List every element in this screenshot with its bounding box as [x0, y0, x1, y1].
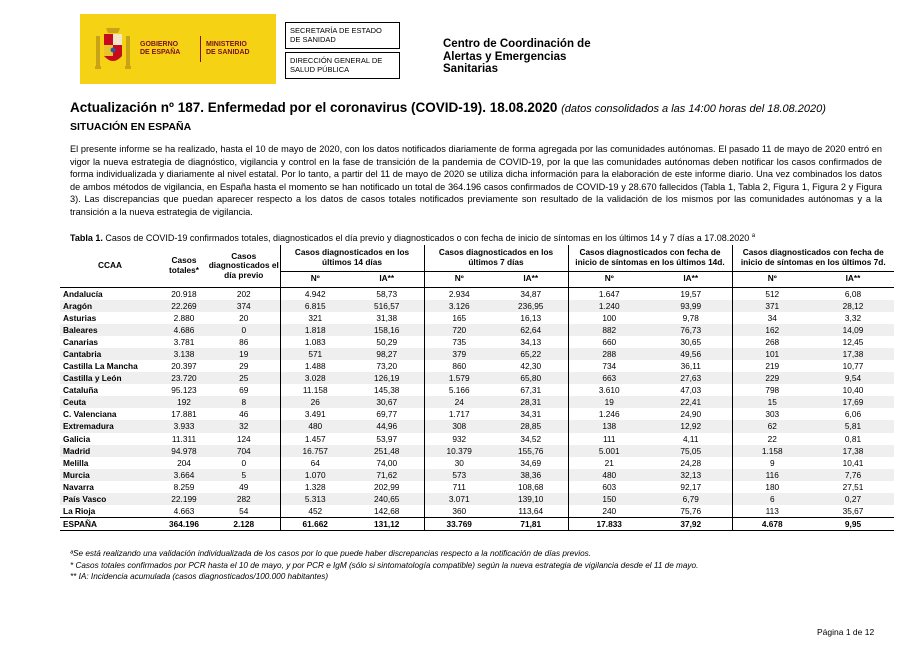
table-cell: 49,56 [650, 348, 732, 360]
table-cell: 162 [732, 324, 812, 336]
table-cell: 1.070 [280, 469, 350, 481]
table-caption [70, 233, 882, 243]
table-cell: 108,68 [518, 481, 544, 492]
table-cell: 711 [424, 481, 494, 493]
table-cell: 101 [732, 348, 812, 360]
table-cell: 0 [208, 324, 280, 336]
table-row [60, 372, 894, 384]
table-row [60, 336, 894, 348]
table-cell: 11.311 [171, 433, 197, 444]
title-main: Actualización nº 187. Enfermedad por el coronavirus (COVID-19). 18.08.2020 [70, 100, 558, 115]
secretariat-line-1: SECRETARÍA DE ESTADO [290, 26, 382, 35]
header-ccaa: CCAA [60, 245, 160, 287]
title-subtitle: (datos consolidados a las 14:00 horas del 18.08.2020) [561, 103, 826, 115]
table-cell: 512 [732, 287, 812, 300]
table-cell: 20.397 [171, 361, 197, 372]
centre-name [443, 38, 623, 76]
table-cell: 16.757 [280, 445, 350, 457]
table-row [60, 469, 894, 481]
table-cell: 34 [732, 312, 812, 324]
table-cell: 308 [424, 420, 494, 432]
table-cell: 6,79 [650, 493, 732, 505]
table-cell: 720 [424, 324, 494, 336]
table-cell: 93,99 [650, 300, 732, 312]
note-3: ** IA: Incidencia acumulada (casos diagnosticados/100.000 habitantes) [70, 572, 329, 581]
table-cell: 17.881 [171, 409, 197, 420]
note-2: * Casos totales confirmados por PCR hasta el 10 de mayo, y por PCR e IgM (sólo si sintomatología compatible) según la nueva estrategia de vigilancia desde el 11 de mayo. [70, 560, 699, 570]
table-cell: 34,87 [520, 288, 542, 299]
table-cell: 9,54 [812, 372, 894, 384]
table-cell: 22,41 [650, 396, 732, 408]
table-cell: 6 [732, 493, 812, 505]
table-cell: 111 [568, 433, 650, 445]
region-name-cell: Melilla [63, 457, 89, 468]
table-cell: 735 [424, 336, 494, 348]
table-cell: 5.166 [424, 384, 494, 396]
header-ia: IA** [350, 271, 424, 287]
table-cell: 24,28 [680, 457, 702, 468]
table-body [60, 287, 894, 518]
table-cell: 11.158 [280, 384, 350, 396]
table-caption-label: Tabla 1. [70, 233, 103, 243]
secretariat-box [285, 22, 400, 49]
table-cell: 3.028 [280, 372, 350, 384]
table-cell: 74,00 [376, 457, 398, 468]
ministry-label [206, 41, 250, 57]
region-name-cell: Castilla La Mancha [63, 361, 138, 372]
table-cell: 1.579 [424, 372, 494, 384]
table-cell: 24 [424, 396, 494, 408]
header-diag-14: Casos diagnosticados en los últimos 14 días [280, 245, 424, 271]
table-cell: 27,51 [842, 481, 864, 492]
table-cell: 26 [280, 396, 350, 408]
table-cell: 73,20 [376, 361, 398, 372]
table-cell: 240,65 [350, 493, 424, 505]
table-cell: 1.328 [280, 481, 350, 493]
table-cell: 480 [280, 420, 350, 432]
header-n: Nº [424, 271, 494, 287]
government-logo-block [80, 14, 276, 84]
header-ia: IA** [494, 271, 568, 287]
table-cell: 15 [732, 396, 812, 408]
header-diag-7: Casos diagnosticados en los últimos 7 días [424, 245, 568, 271]
table-cell: 10,77 [842, 361, 864, 372]
table-cell: 860 [424, 360, 494, 372]
table-cell: 58,73 [376, 288, 398, 299]
table-row [60, 348, 894, 360]
total-cell: 71,81 [494, 518, 568, 531]
table-cell: 660 [568, 336, 650, 348]
table-cell: 288 [568, 348, 650, 360]
region-name-cell: Cantabria [60, 348, 160, 360]
coat-of-arms-icon [94, 26, 132, 72]
section-heading: SITUACIÓN EN ESPAÑA [70, 121, 192, 133]
table-cell: 3,32 [844, 312, 862, 323]
table-row [60, 384, 894, 396]
centre-line-1: Centro de Coordinación de [443, 38, 591, 50]
table-cell: 165 [424, 312, 494, 324]
gov-line-2: DE ESPAÑA [140, 49, 181, 56]
table-cell: 704 [208, 445, 280, 457]
region-name-cell: Galicia [63, 433, 91, 444]
table-cell: 480 [568, 469, 650, 481]
table-cell: 1.818 [280, 324, 350, 336]
table-cell: 65,80 [494, 372, 568, 384]
table-row [60, 300, 894, 312]
table-cell: 75,05 [650, 445, 732, 457]
table-cell: 142,68 [374, 506, 400, 517]
table-cell: 62,64 [494, 324, 568, 336]
region-name-cell: Ceuta [60, 396, 160, 408]
table-cell: 3.491 [280, 408, 350, 420]
table-row [60, 287, 894, 300]
table-cell: 0,81 [844, 433, 862, 444]
table-cell: 516,57 [350, 300, 424, 312]
table-cell: 54 [239, 506, 249, 517]
table-cell: 31,38 [376, 312, 398, 323]
ministry-line-1: MINISTERIO [206, 41, 247, 48]
header-sint-14: Casos diagnosticados con fecha de inicio de síntomas en los últimos 14d. [568, 245, 732, 271]
table-cell: 145,38 [374, 385, 400, 396]
table-cell: 30,65 [680, 336, 702, 347]
table-cell: 155,76 [494, 445, 568, 457]
region-name-cell: Extremadura [60, 420, 160, 432]
table-cell: 100 [568, 312, 650, 324]
table-cell: 5,81 [812, 420, 894, 432]
table-cell: 6,06 [844, 409, 862, 420]
total-cell: 33.769 [424, 518, 494, 531]
table-cell: 3.664 [160, 469, 208, 481]
table-cell: 603 [568, 481, 650, 493]
table-cell: 1.083 [280, 336, 350, 348]
table-cell: 1.246 [568, 408, 650, 420]
table-cell: 69 [239, 385, 249, 396]
table-cell: 663 [568, 372, 650, 384]
header-n: Nº [280, 271, 350, 287]
table-cell: 4.663 [173, 506, 195, 517]
table-cell: 158,16 [350, 324, 424, 336]
centre-line-2: Alertas y Emergencias [443, 50, 567, 63]
table-cell: 28,85 [494, 420, 568, 432]
table-cell: 116 [732, 469, 812, 481]
gov-line-1: GOBIERNO [140, 41, 179, 48]
table-cell: 303 [732, 408, 812, 420]
table-cell: 10.379 [424, 445, 494, 457]
table-cell: 53,97 [376, 433, 398, 444]
table-cell: 65,22 [494, 348, 568, 360]
region-name-cell: Asturias [63, 312, 97, 323]
table-cell: 67,31 [520, 385, 542, 396]
region-name-cell: Navarra [63, 481, 94, 492]
header-casos-totales: Casos totales* [160, 245, 208, 287]
table-cell: 5.313 [280, 493, 350, 505]
table-cell: 229 [732, 372, 812, 384]
total-cell: 131,12 [350, 518, 424, 531]
table-cell: 35,67 [842, 506, 864, 517]
report-title [70, 100, 870, 115]
directorate-line-2: SALUD PÚBLICA [290, 65, 350, 74]
table-row [60, 445, 894, 457]
table-cell: 50,29 [376, 336, 398, 347]
table-cell: 22.199 [160, 493, 208, 505]
table-cell: 20.918 [171, 288, 197, 299]
table-row [60, 360, 894, 372]
table-cell: 882 [568, 324, 650, 336]
total-cell: 61.662 [280, 518, 350, 531]
table-cell: 19,57 [680, 288, 702, 299]
table-cell: 10,41 [842, 457, 864, 468]
header-ia: IA** [650, 271, 732, 287]
table-cell: 1.158 [732, 445, 812, 457]
table-row [60, 420, 894, 432]
table-cell: 374 [208, 300, 280, 312]
table-cell: 38,36 [494, 469, 568, 481]
table-row [60, 457, 894, 469]
header-n: Nº [568, 271, 650, 287]
table-cell: 16,13 [520, 312, 542, 323]
table-cell: 6.815 [280, 300, 350, 312]
table-cell: 92,17 [680, 481, 702, 492]
header-ia: IA** [812, 271, 894, 287]
directorate-box [285, 52, 400, 79]
table-cell: 6,08 [844, 288, 862, 299]
table-cell: 124 [236, 433, 251, 444]
table-cell: 4.686 [160, 324, 208, 336]
table-cell: 113 [732, 505, 812, 518]
table-cell: 1.240 [568, 300, 650, 312]
table-row [60, 396, 894, 408]
table-cell: 180 [732, 481, 812, 493]
directorate-line-1: DIRECCIÓN GENERAL DE [290, 56, 383, 65]
table-cell: 268 [732, 336, 812, 348]
table-cell: 25 [208, 372, 280, 384]
table-cell: 9,78 [682, 312, 699, 323]
table-cell: 34,69 [520, 457, 542, 468]
table-cell: 1.647 [568, 287, 650, 300]
intro-paragraph: El presente informe se ha realizado, hasta el 10 de mayo de 2020, con los datos notificados diariamente de forma agregada por las comunidades autónomas. El pasado 11 de mayo de 2020 entró en vigor la nueva estrategia de diagnóstico, vigilancia y control en la fase de transición de la pandemia de COVID-19, por la que las comunidades autónomas deben notificar los casos confirmados de forma individualizada y diariamente al nivel estatal. Por lo tanto, a partir del 11 de mayo de 2020 se utiliza dicha información para la elaboración de este informe diario. Una vez combinados los datos de ambos métodos de vigilancia, en España hasta el momento se han notificado un total de 364.196 casos confirmados de COVID-19 y 28.670 fallecidos (Tabla 1, Tabla 2, Figura 1, Figura 2 y Figura 3). Las discrepancias que puedan aparecer respecto a los datos de casos totales notificados previamente son resultado de la validación de los mismos por las comunidades autónomas y a la transición a la nueva estrategia de vigilancia. [70, 144, 882, 217]
table-cell: 360 [424, 505, 494, 518]
total-cell: 9,95 [812, 518, 894, 531]
total-cell: 4.678 [732, 518, 812, 531]
region-name-cell: Baleares [60, 324, 160, 336]
region-name-cell: Madrid [60, 445, 160, 457]
table-cell: 62 [732, 420, 812, 432]
table-cell: 86 [239, 336, 249, 347]
table-row [60, 481, 894, 493]
table-cell: 3.933 [160, 420, 208, 432]
table-cell: 14,09 [812, 324, 894, 336]
table-cell: 4.942 [280, 287, 350, 300]
table-caption-text: Casos de COVID-19 confirmados totales, diagnosticados el día previo y diagnosticados o con fecha de inicio de síntomas en los últimos 14 y 7 días a 17.08.2020 [105, 233, 750, 243]
table-cell: 3.781 [173, 336, 195, 347]
table-cell: 17,69 [812, 396, 894, 408]
table-cell: 5 [208, 469, 280, 481]
table-cell: 4,11 [682, 433, 699, 444]
table-cell: 8 [208, 396, 280, 408]
table-cell: 98,27 [350, 348, 424, 360]
header-sint-7: Casos diagnosticados con fecha de inicio de síntomas en los últimos 7d. [732, 245, 894, 271]
table-cell: 2.880 [173, 312, 195, 323]
table-cell: 76,73 [650, 324, 732, 336]
table-cell: 94.978 [160, 445, 208, 457]
region-name-cell: Cataluña [63, 385, 99, 396]
region-name-cell: Murcia [60, 469, 160, 481]
page-number: Página 1 de 12 [817, 627, 875, 637]
table-cell: 22.269 [160, 300, 208, 312]
table-row [60, 433, 894, 445]
secretariat-line-2: DE SANIDAD [290, 35, 336, 44]
total-cell: 364.196 [160, 518, 208, 531]
table-cell: 23.720 [160, 372, 208, 384]
table-caption-sup: a [751, 233, 756, 239]
table-cell: 30,67 [350, 396, 424, 408]
table-cell: 9 [732, 457, 812, 469]
header-casos-dia-previo: Casos diagnosticados el día previo [208, 245, 280, 287]
table-cell: 1.717 [424, 408, 494, 420]
table-cell: 29 [239, 361, 249, 372]
table-cell: 1.457 [280, 433, 350, 445]
region-name-cell: Canarias [63, 336, 99, 347]
table-cell: 321 [280, 312, 350, 324]
table-cell: 734 [568, 360, 650, 372]
table-cell: 27,63 [650, 372, 732, 384]
table-cell: 32,13 [650, 469, 732, 481]
document-header [80, 14, 870, 84]
cases-table [60, 245, 894, 531]
logo-divider [200, 36, 201, 62]
table-cell: 71,62 [350, 469, 424, 481]
table-cell: 113,64 [518, 506, 544, 517]
region-name-cell: Aragón [60, 300, 160, 312]
total-label-cell: ESPAÑA [60, 518, 160, 531]
table-row [60, 408, 894, 420]
region-name-cell: C. Valenciana [63, 409, 117, 420]
table-cell: 34,31 [520, 409, 542, 420]
table-cell: 7,76 [812, 469, 894, 481]
table-cell: 12,92 [650, 420, 732, 432]
table-row [60, 505, 894, 518]
table-cell: 0 [241, 457, 247, 468]
table-cell: 49 [239, 481, 249, 492]
table-row [60, 324, 894, 336]
table-cell: 32 [208, 420, 280, 432]
table-cell: 932 [424, 433, 494, 445]
table-cell: 5.001 [568, 445, 650, 457]
table-cell: 138 [568, 420, 650, 432]
table-cell: 8.259 [173, 481, 195, 492]
table-cell: 95.123 [171, 385, 197, 396]
table-cell: 379 [424, 348, 494, 360]
table-cell: 240 [568, 505, 650, 518]
table-cell: 20 [239, 312, 249, 323]
table-cell: 219 [732, 360, 812, 372]
table-cell: 30 [424, 457, 494, 469]
table-cell: 42,30 [520, 361, 542, 372]
table-cell: 34,13 [520, 336, 542, 347]
table-cell: 1.488 [280, 360, 350, 372]
region-name-cell: La Rioja [63, 506, 96, 517]
table-cell: 17,38 [812, 348, 894, 360]
table-cell: 69,77 [376, 409, 398, 420]
ministry-line-2: DE SANIDAD [206, 49, 250, 56]
table-cell: 44,96 [350, 420, 424, 432]
table-cell: 126,19 [350, 372, 424, 384]
region-name-cell: País Vasco [60, 493, 160, 505]
table-cell: 19 [208, 348, 280, 360]
table-cell: 204 [177, 457, 191, 468]
table-cell: 139,10 [494, 493, 568, 505]
table-cell: 2.934 [424, 287, 494, 300]
table-cell: 3.126 [424, 300, 494, 312]
total-cell: 2.128 [208, 518, 280, 531]
table-cell: 371 [732, 300, 812, 312]
table-cell: 573 [424, 469, 494, 481]
table-cell: 24,90 [680, 409, 702, 420]
table-cell: 36,11 [680, 361, 701, 372]
table-cell: 22 [732, 433, 812, 445]
table-cell: 251,48 [350, 445, 424, 457]
table-notes [70, 548, 698, 583]
table-total-row [60, 518, 894, 531]
table-cell: 3.071 [424, 493, 494, 505]
table-cell: 12,45 [842, 336, 864, 347]
table-cell: 28,31 [494, 396, 568, 408]
table-cell: 47,03 [680, 385, 702, 396]
table-cell: 571 [280, 348, 350, 360]
table-cell: 21 [568, 457, 650, 469]
government-label [140, 41, 180, 57]
table-cell: 798 [732, 384, 812, 396]
region-name-cell: Castilla y León [60, 372, 160, 384]
table-cell: 34,52 [520, 433, 542, 444]
region-name-cell: Andalucía [63, 288, 103, 299]
table-cell: 202,99 [374, 481, 400, 492]
table-cell: 3.610 [568, 384, 650, 396]
header-n: Nº [732, 271, 812, 287]
total-cell: 37,92 [650, 518, 732, 531]
table-cell: 64 [280, 457, 350, 469]
table-cell: 3.138 [160, 348, 208, 360]
table-cell: 0,27 [812, 493, 894, 505]
table-cell: 10,40 [842, 385, 864, 396]
table-cell: 28,12 [812, 300, 894, 312]
table-cell: 236,95 [494, 300, 568, 312]
centre-line-3: Sanitarias [443, 63, 498, 75]
table-row [60, 312, 894, 324]
table-cell: 452 [280, 505, 350, 518]
note-1: ªSe está realizando una validación individualizada de los casos por lo que puede haber discrepancias respecto a la notificación de días previos. [70, 549, 591, 558]
table-cell: 75,76 [680, 506, 702, 517]
total-cell: 17.833 [568, 518, 650, 531]
table-cell: 192 [160, 396, 208, 408]
table-cell: 46 [239, 409, 249, 420]
table-cell: 282 [208, 493, 280, 505]
table-cell: 19 [568, 396, 650, 408]
table-cell: 17,38 [812, 445, 894, 457]
table-cell: 150 [568, 493, 650, 505]
table-cell: 202 [236, 288, 251, 299]
table-row [60, 493, 894, 505]
